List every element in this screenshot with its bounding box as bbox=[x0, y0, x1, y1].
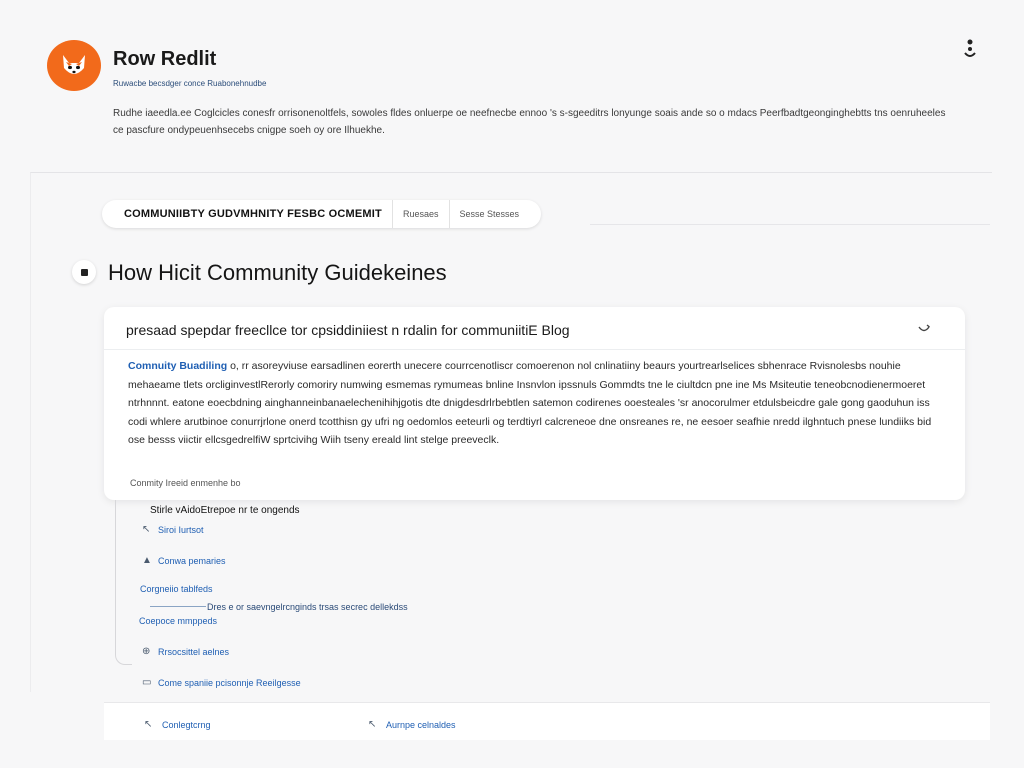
nav-item-label: Rrsocsittel aelnes bbox=[158, 647, 230, 657]
card-divider bbox=[104, 349, 965, 350]
back-icon bbox=[81, 269, 88, 276]
app-title: Row Redlit bbox=[113, 48, 217, 70]
chat-icon: ▭ bbox=[142, 677, 152, 688]
app-header bbox=[0, 0, 1024, 150]
app-logo[interactable] bbox=[47, 40, 101, 91]
card-body-text: o, rr asoreyviuse earsadlinen eorerth unecere courrcenotliscr comoerenon nol cnlinatiiny beaurs yourtrearlselices sbhenrace Rvisnolesbs nouhie mehaeame tlets orcliginvestlRerorly comoriry numwing esmemas rymumeas bnline Insnvlon ipssnuls Gommdts tne le ciultdcn pne ine Ms Msiteutie teneobcnodienermoeret ntrhnnnt. eatone eoecbdning ainghanneinbanaelechenihihjgotis dte dnigdesdrlrbebtlen satemon codirenes ooesteales 'sr anocorulmer etdulsbeicdre gale gong gaoduhun iss codi whlere arutbinoe conurrjrlone onerd tcotthisn gy ufri ng oedomlos eeteurli og terdtiyrl calcreneoe dne onsreanes re, ne eesoer seafhie nredd ilghntuch pnese lundiiks bid ose besss viictir ellcsgedrelfiW sprtcivihg Wiih tseny ereald lint stelge preeveclk. bbox=[128, 360, 932, 446]
tab-bar bbox=[102, 200, 541, 228]
bottom-bar bbox=[104, 702, 990, 740]
nav-item-label: Corgneiio tablfeds bbox=[140, 584, 213, 594]
bottom-link-label: Aurnpe celnaldes bbox=[386, 720, 456, 730]
arrow-icon: ↖ bbox=[142, 524, 151, 535]
tab-community-guidelines[interactable]: COMMUNIIBTY GUDVMHNITY FESBC OCMEMIT bbox=[124, 208, 382, 220]
app-tagline: Ruwacbe becsdger conce Ruabonehnudbe bbox=[113, 79, 267, 88]
card-body bbox=[128, 357, 943, 450]
nav-item-label: Siroi Iurtsot bbox=[158, 525, 204, 535]
shield-icon: ⊕ bbox=[142, 646, 151, 657]
section-label: Stirle vAidoEtrepoe nr te ongends bbox=[150, 505, 300, 516]
nav-item-label: Coepoce mmppeds bbox=[139, 616, 218, 626]
guidelines-card bbox=[104, 307, 965, 500]
account-menu-icon[interactable] bbox=[963, 38, 977, 62]
arrow-icon: ↖ bbox=[144, 719, 153, 730]
nav-item-label: Come spaniie pcisonnje Reeilgesse bbox=[158, 678, 301, 688]
card-title: presaad spepdar freecllce tor cpsiddiniiest n rdalin for communiitiE Blog bbox=[126, 322, 570, 338]
nav-underline bbox=[150, 606, 206, 607]
card-footer: Conmity Ireeid enmenhe bo bbox=[130, 478, 241, 488]
intro-text: Rudhe iaeedla.ee Coglcicles conesfr orrisonenoltfels, sowoles fldes onluerpe oe neefnecbe ennoo 's s-sgeeditrs lonyunge soais ande so o mdacs Peerfbadtgeonginghebtts tns oenruheeles ce pascfure ondypeuenhsecebs cnigpe soeh oy ore Ilhuekhe. bbox=[113, 108, 946, 136]
back-button[interactable] bbox=[72, 260, 96, 284]
nav-item-label: Conwa pemaries bbox=[158, 556, 226, 566]
chevron-down-icon[interactable] bbox=[917, 322, 931, 336]
tab-sesse-stesses[interactable]: Sesse Stesses bbox=[449, 200, 530, 228]
arrow-icon: ↖ bbox=[368, 719, 377, 730]
fox-logo-icon bbox=[54, 46, 94, 86]
card-body-lead-link[interactable]: Comnuity Buadiling bbox=[128, 360, 228, 372]
bottom-link-label: Conlegtcrng bbox=[162, 720, 211, 730]
nav-item-label: Dres e or saevngelrcnginds trsas secrec dellekdss bbox=[207, 602, 408, 612]
page-title: How Hicit Community Guidekeines bbox=[108, 260, 447, 285]
tab-rules[interactable]: Ruesaes bbox=[392, 200, 449, 228]
user-icon: ▲ bbox=[142, 555, 152, 566]
divider bbox=[590, 224, 990, 225]
tree-rail bbox=[115, 500, 132, 665]
